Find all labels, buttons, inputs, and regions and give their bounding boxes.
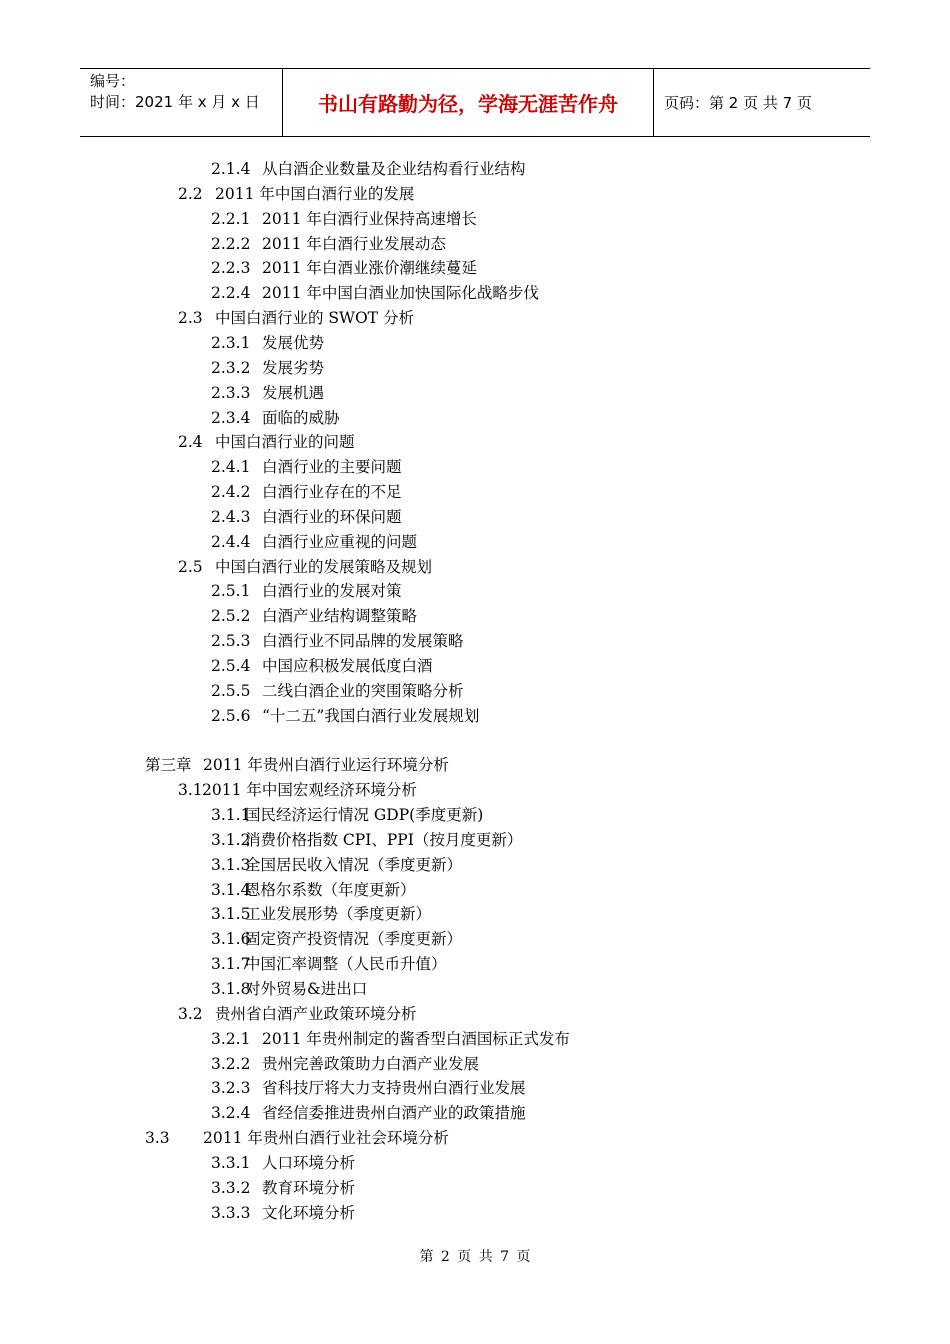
toc-entry-number: 2.5.1 <box>211 582 251 601</box>
toc-entry-number: 2.5.2 <box>211 607 251 626</box>
toc-entry-number: 2.4 <box>178 433 203 452</box>
toc-entry-number: 2.2.1 <box>211 209 251 228</box>
toc-entry-title: 贵州完善政策助力白酒产业发展 <box>262 1054 480 1073</box>
toc-entry-number: 3.3.2 <box>211 1178 251 1197</box>
toc-entry-title: 2011 年中国白酒业加快国际化战略步伐 <box>262 284 539 303</box>
toc-entry-title: 发展机遇 <box>262 383 325 402</box>
toc-entry-number: 3.2.4 <box>211 1104 251 1123</box>
toc-entry-title: 消费价格指数 CPI、PPI（按月度更新） <box>245 830 523 849</box>
toc-entry-title: 发展劣势 <box>262 358 325 377</box>
toc-entry-title: 工业发展形势（季度更新） <box>245 905 432 924</box>
toc-entry-number: 2.5 <box>178 557 203 576</box>
toc-entry-number: 3.1.2 <box>211 830 251 849</box>
toc-entry-number: 3.3 <box>145 1129 170 1148</box>
toc-entry-title: 对外贸易&进出口 <box>245 980 368 998</box>
header-motto: 书山有路勤为径，学海无涯苦作舟 <box>282 69 654 136</box>
toc-entry-number: 2.3.2 <box>211 358 251 377</box>
toc-entry-title: 2011 年中国宏观经济环境分析 <box>202 781 417 800</box>
toc-entry-number: 2.4.4 <box>211 532 251 551</box>
toc-entry-title: 白酒行业的环保问题 <box>262 507 402 526</box>
toc-entry-number: 3.1.7 <box>211 955 251 974</box>
toc-entry-title: 从白酒企业数量及企业结构看行业结构 <box>262 160 526 178</box>
toc-entry-number: 3.3.1 <box>211 1153 251 1172</box>
page-footer: 第 2 页 共 7 页 <box>419 1249 531 1265</box>
toc-entry-title: 人口环境分析 <box>262 1153 356 1172</box>
toc-entry-title: 2011 年贵州白酒行业社会环境分析 <box>203 1129 449 1148</box>
toc-entry-title: 白酒行业应重视的问题 <box>262 532 418 551</box>
toc-entry-title: 省经信委推进贵州白酒产业的政策措施 <box>262 1104 526 1123</box>
toc-entry-title: 固定资产投资情况（季度更新） <box>245 930 463 949</box>
toc-entry-number: 2.4.3 <box>211 507 251 526</box>
toc-entry-title: 白酒行业的发展对策 <box>262 582 402 601</box>
toc-entry-title: 发展优势 <box>262 333 325 352</box>
toc-entry-number: 2.4.2 <box>211 483 251 502</box>
toc-entry-number: 2.2.3 <box>211 259 251 278</box>
toc-entry-number: 3.2.2 <box>211 1054 251 1073</box>
toc-entry-number: 2.3.3 <box>211 383 251 402</box>
toc-entry-title: 中国白酒行业的发展策略及规划 <box>215 557 433 576</box>
toc-entry-number: 3.2.1 <box>211 1029 251 1048</box>
toc-entry-title: 2011 年白酒行业发展动态 <box>262 234 446 253</box>
toc-entry-number: 2.5.3 <box>211 632 251 651</box>
toc-entry-number: 2.3.1 <box>211 333 251 352</box>
toc-entry-title: 2011 年白酒业涨价潮继续蔓延 <box>262 259 477 278</box>
toc-entry-title: 白酒产业结构调整策略 <box>262 607 418 626</box>
toc-entry-title: 2011 年白酒行业保持高速增长 <box>262 209 477 228</box>
toc-entry-number: 第三章 <box>145 756 192 775</box>
toc-entry-title: 中国汇率调整（人民币升值） <box>245 955 447 974</box>
toc-entry-title: “十二五”我国白酒行业发展规划 <box>262 706 480 725</box>
toc-entry-number: 2.2.4 <box>211 284 251 303</box>
document-number-label: 编号： <box>90 72 136 90</box>
toc-entry-number: 3.1.5 <box>211 905 251 924</box>
toc-entry-title: 2011 年贵州制定的酱香型白酒国标正式发布 <box>262 1029 570 1048</box>
toc-entry-title: 二线白酒企业的突围策略分析 <box>262 681 464 700</box>
toc-entry-title: 全国居民收入情况（季度更新） <box>245 855 463 874</box>
toc-entry-title: 白酒行业存在的不足 <box>262 483 402 502</box>
toc-entry-number: 3.2.3 <box>211 1079 251 1098</box>
toc-entry-number: 2.3.4 <box>211 408 251 427</box>
toc-entry-title: 中国白酒行业的 SWOT 分析 <box>215 309 414 328</box>
toc-entry-title: 国民经济运行情况 GDP(季度更新) <box>245 806 484 825</box>
toc-entry-title: 恩格尔系数（年度更新） <box>245 880 416 899</box>
toc-entry-number: 3.3.3 <box>211 1203 251 1222</box>
toc-entry-title: 中国应积极发展低度白酒 <box>262 657 433 675</box>
toc-entry-number: 2.1.4 <box>211 160 251 178</box>
toc-entry-title: 2011 年贵州白酒行业运行环境分析 <box>203 756 449 775</box>
toc-entry-title: 文化环境分析 <box>262 1203 356 1222</box>
toc-entry-number: 3.1.6 <box>211 930 251 949</box>
toc-entry-number: 2.2 <box>178 184 203 203</box>
toc-entry-title: 白酒行业的主要问题 <box>262 458 402 477</box>
toc-entry-title: 2011 年中国白酒行业的发展 <box>215 184 415 203</box>
toc-entry-number: 3.1.8 <box>211 980 251 998</box>
toc-entry-title: 中国白酒行业的问题 <box>215 433 355 452</box>
toc-entry-number: 2.3 <box>178 309 203 328</box>
toc-entry-number: 2.5.4 <box>211 657 251 675</box>
toc-entry-number: 3.2 <box>178 1004 203 1023</box>
page-header <box>80 68 870 137</box>
toc-entry-number: 3.1 <box>178 781 203 800</box>
toc-entry-number: 3.1.1 <box>211 806 251 825</box>
header-left-cell <box>80 69 282 136</box>
toc-entry-number: 2.4.1 <box>211 458 251 477</box>
toc-entry-number: 2.5.5 <box>211 681 251 700</box>
toc-entry-number: 3.1.4 <box>211 880 251 899</box>
toc-entry-number: 2.5.6 <box>211 706 251 725</box>
toc-entry-title: 面临的威胁 <box>262 408 340 427</box>
toc-entry-title: 贵州省白酒产业政策环境分析 <box>215 1004 417 1023</box>
header-page-info: 页码：第 2 页 共 7 页 <box>664 94 812 112</box>
toc-entry-title: 教育环境分析 <box>262 1178 356 1197</box>
toc-entry-number: 2.2.2 <box>211 234 251 253</box>
toc-entry-title: 省科技厅将大力支持贵州白酒行业发展 <box>262 1079 526 1098</box>
toc-entry-number: 3.1.3 <box>211 855 251 874</box>
document-time-label: 时间：2021 年 x 月 x 日 <box>90 93 260 111</box>
toc-entry-title: 白酒行业不同品牌的发展策略 <box>262 632 464 651</box>
